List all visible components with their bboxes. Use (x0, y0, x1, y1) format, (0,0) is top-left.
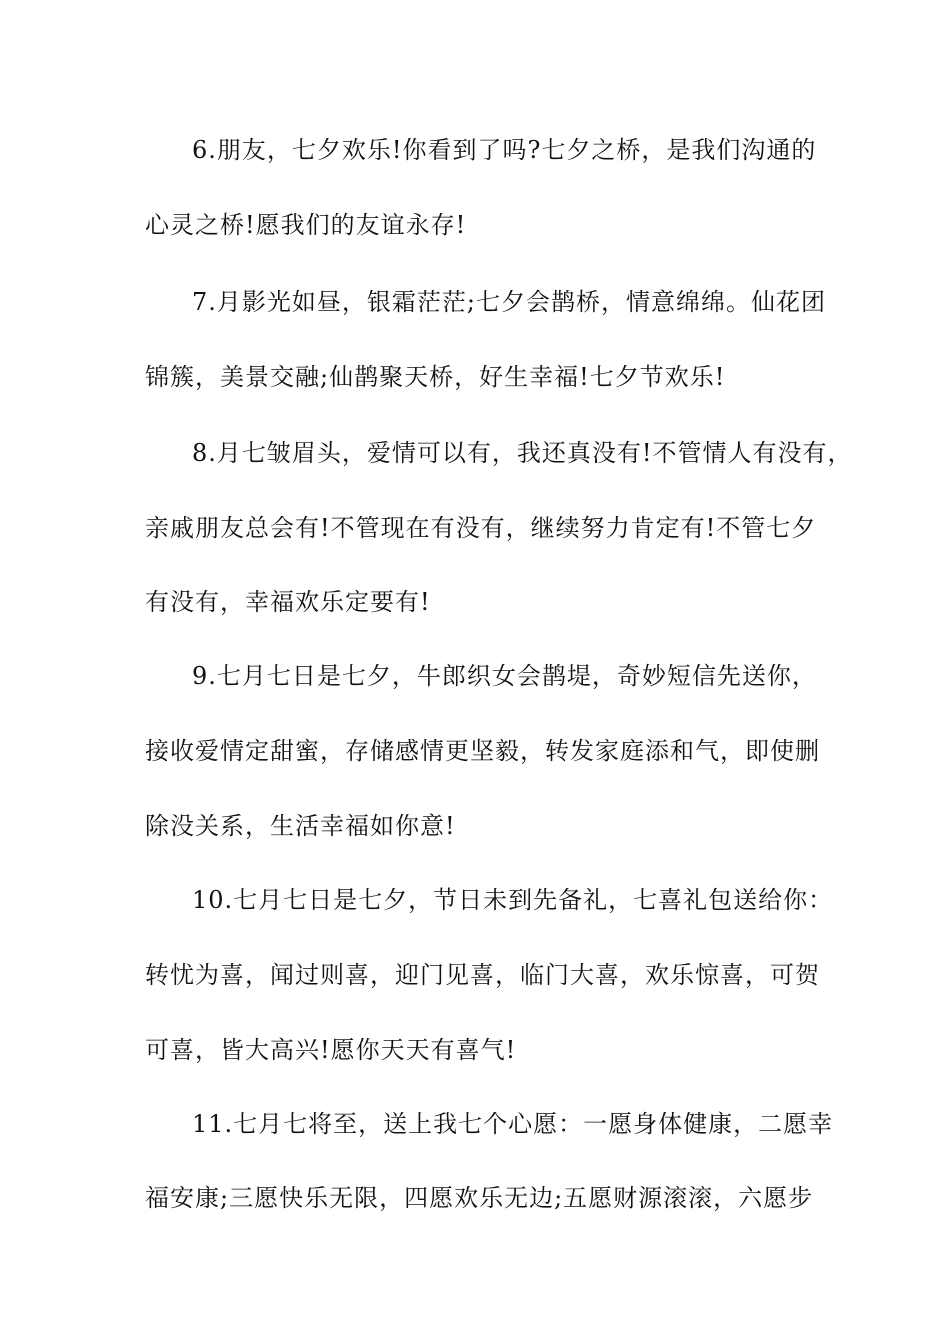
paragraph-11-line-2: 福安康;三愿快乐无限，四愿欢乐无边;五愿财源滚滚，六愿步 (145, 1184, 814, 1212)
paragraph-8-line-2: 亲戚朋友总会有!不管现在有没有，继续努力肯定有!不管七夕 (145, 514, 817, 542)
paragraph-10-line-2: 转忧为喜，闻过则喜，迎门见喜，临门大喜，欢乐惊喜，可贺 (145, 961, 820, 989)
paragraph-6-line-2: 心灵之桥!愿我们的友谊永存! (145, 211, 467, 239)
paragraph-11-line-1: 11.七月七将至，送上我七个心愿：一愿身体健康，二愿幸 (192, 1110, 834, 1138)
paragraph-10-line-3: 可喜，皆大高兴!愿你天天有喜气! (145, 1036, 517, 1064)
paragraph-7-line-2: 锦簇，美景交融;仙鹊聚天桥，好生幸福!七夕节欢乐! (145, 363, 726, 391)
paragraph-7-line-1: 7.月影光如昼，银霜茫茫;七夕会鹊桥，情意绵绵。仙花团 (192, 288, 826, 316)
paragraph-8-line-3: 有没有，幸福欢乐定要有! (145, 588, 431, 616)
paragraph-8-line-1: 8.月七皱眉头，爱情可以有，我还真没有!不管情人有没有， (192, 439, 853, 467)
paragraph-9-line-2: 接收爱情定甜蜜，存储感情更坚毅，转发家庭添和气，即使删 (145, 737, 820, 765)
paragraph-9-line-1: 9.七月七日是七夕，牛郎织女会鹊堤，奇妙短信先送你， (192, 662, 817, 690)
paragraph-6-line-1: 6.朋友，七夕欢乐!你看到了吗?七夕之桥，是我们沟通的 (192, 136, 817, 164)
paragraph-10-line-1: 10.七月七日是七夕，节日未到先备礼，七喜礼包送给你： (192, 886, 834, 914)
paragraph-9-line-3: 除没关系，生活幸福如你意! (145, 812, 456, 840)
